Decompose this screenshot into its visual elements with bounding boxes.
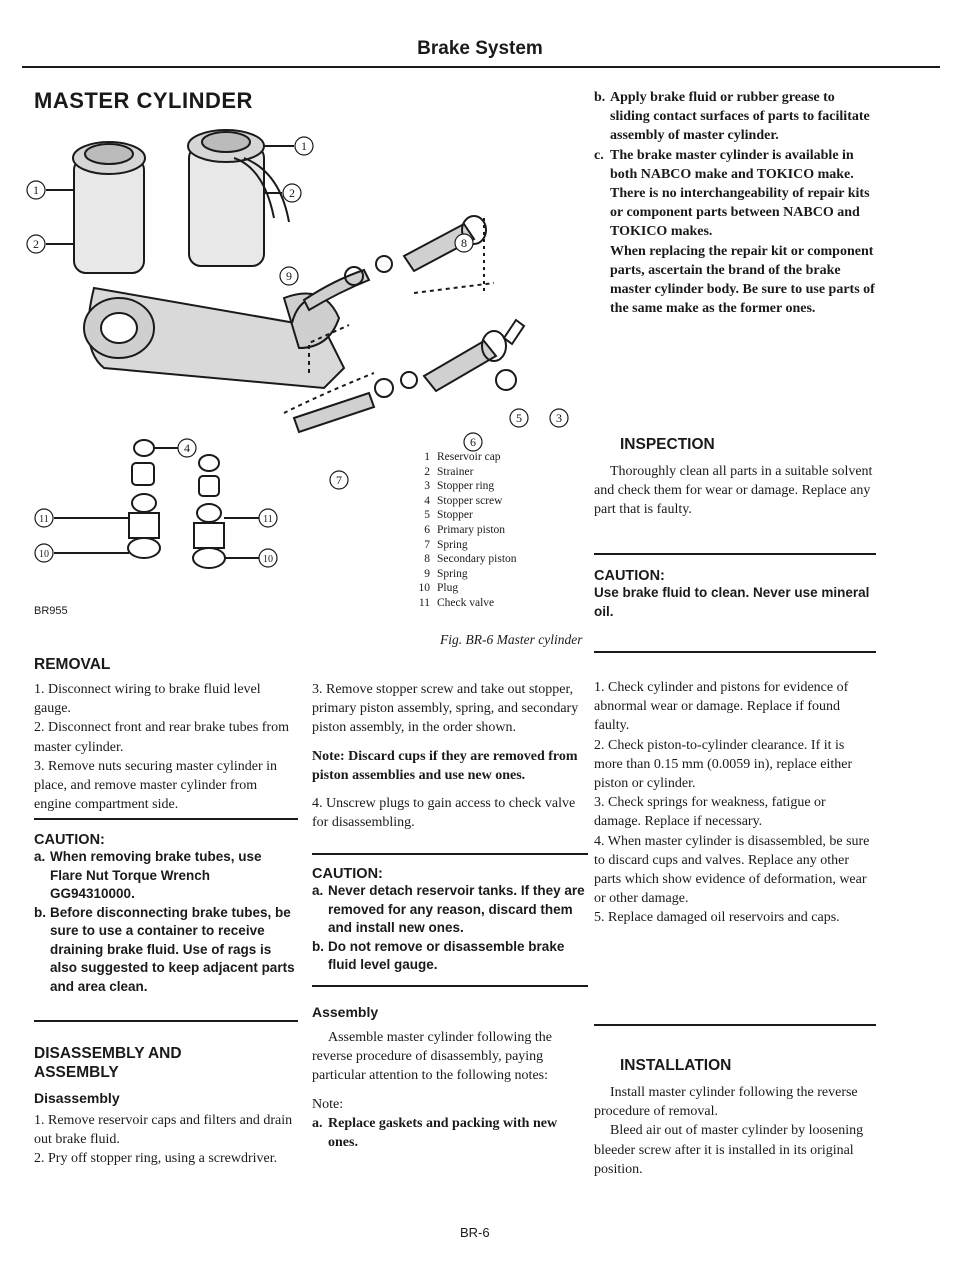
svg-text:4: 4 xyxy=(184,441,190,455)
svg-text:1: 1 xyxy=(301,139,307,153)
removal-caution xyxy=(34,832,296,996)
legend-item xyxy=(412,494,592,509)
rule xyxy=(594,553,876,555)
rule xyxy=(594,1024,876,1026)
removal-step-1: 1. Disconnect wiring to brake fluid level gauge. xyxy=(34,682,261,717)
inspection-check-1: 1. Check cylinder and pistons for evidence of abnormal wear or damage. Replace if found faulty. xyxy=(594,680,849,734)
page-title: MASTER CYLINDER xyxy=(34,88,253,113)
callout-8 xyxy=(455,234,473,252)
svg-text:2: 2 xyxy=(33,237,39,251)
disassembly-step-3: 3. Remove stopper screw and take out stopper, primary piston assembly, spring, and secondary piston assembly, in the order shown. xyxy=(312,682,579,736)
legend-number: 3 xyxy=(424,480,430,493)
svg-text:8: 8 xyxy=(461,236,467,250)
inspection-checks xyxy=(594,678,876,928)
legend-label: Secondary piston xyxy=(437,553,517,566)
legend-label: Primary piston xyxy=(437,523,506,536)
legend-item xyxy=(412,479,592,494)
rule xyxy=(34,1020,298,1022)
disassembly-subheading: Disassembly xyxy=(34,1090,120,1106)
inspection-heading: INSPECTION xyxy=(620,436,715,453)
legend-number: 10 xyxy=(418,582,430,595)
legend-number: 2 xyxy=(424,465,430,478)
inspection-text: Thoroughly clean all parts in a suitable solvent and check them for wear or damage. Replace any part that is faulty. xyxy=(594,464,873,518)
disassembly-step-4: 4. Unscrew plugs to gain access to check valve for disassembling. xyxy=(312,796,576,831)
inspection-check-5: 5. Replace damaged oil reservoirs and caps. xyxy=(594,910,840,926)
legend-item xyxy=(412,581,592,596)
removal-step-3: 3. Remove nuts securing master cylinder in place, and remove master cylinder from engine compartment side. xyxy=(34,758,277,813)
legend-label: Spring xyxy=(437,567,468,580)
caution-text: Use brake fluid to clean. Never use mineral oil. xyxy=(594,585,870,619)
callout-6 xyxy=(464,433,482,451)
legend-item xyxy=(412,567,592,582)
legend-item xyxy=(412,552,592,567)
svg-text:10: 10 xyxy=(39,549,49,560)
caution-title: CAUTION: xyxy=(34,832,105,848)
legend-number: 5 xyxy=(424,509,430,522)
installation-heading: INSTALLATION xyxy=(620,1057,732,1074)
rule xyxy=(34,818,298,820)
legend-label: Check valve xyxy=(437,596,495,609)
svg-text:7: 7 xyxy=(336,473,342,487)
callout-2-right xyxy=(283,184,301,202)
assembly-note-c-continued: When replacing the repair kit or component parts, ascertain the brand of the brake master cylinder body. Be sure to use parts of the same make as the former ones. xyxy=(610,243,875,317)
assembly-section xyxy=(312,1004,587,1152)
svg-text:1: 1 xyxy=(33,183,39,197)
assembly-note-a: a. Replace gaskets and packing with new ones. xyxy=(312,1115,558,1151)
inspection-check-4: 4. When master cylinder is disassembled, be sure to discard cups and valves. Replace any other parts which show evidence of deformation, wear or other damage. xyxy=(594,833,870,907)
removal-section xyxy=(34,655,294,814)
legend-number: 1 xyxy=(424,451,430,463)
rule xyxy=(312,853,588,855)
svg-text:2: 2 xyxy=(289,186,295,200)
figure-ref-code: BR955 xyxy=(34,605,68,617)
discard-cups-note: Note: Discard cups if they are removed from piston assemblies and use new ones. xyxy=(312,748,578,783)
callout-10-right xyxy=(259,549,277,567)
inspection-caution xyxy=(594,568,876,621)
caution-item-a: a. When removing brake tubes, use Flare Nut Torque Wrench GG94310000. xyxy=(34,849,262,901)
installation-section xyxy=(594,1056,876,1179)
legend-item xyxy=(412,450,592,465)
legend-label: Stopper xyxy=(437,509,473,522)
disassembly-section xyxy=(34,1044,296,1169)
removal-step-2: 2. Disconnect front and rear brake tubes from master cylinder. xyxy=(34,720,290,755)
legend-number: 9 xyxy=(424,567,430,580)
callout-11-left xyxy=(35,509,53,527)
legend-number: 7 xyxy=(424,538,430,551)
disassembly-step-1: 1. Remove reservoir caps and filters and drain out brake fluid. xyxy=(34,1113,293,1148)
legend-number: 11 xyxy=(418,596,430,609)
assembly-note-label: Note: xyxy=(312,1096,344,1112)
inspection-check-2: 2. Check piston-to-cylinder clearance. If it is more than 0.15 mm (0.0059 in), replace either piston or cylinder. xyxy=(594,737,853,792)
removal-heading: REMOVAL xyxy=(34,656,111,673)
inspection-check-3: 3. Check springs for weakness, fatigue or damage. Replace if necessary. xyxy=(594,795,826,830)
right-notes xyxy=(594,88,876,318)
legend-label: Reservoir cap xyxy=(437,451,501,463)
rule xyxy=(594,651,876,653)
callout-7 xyxy=(330,471,348,489)
legend-item xyxy=(412,538,592,553)
disassembly-step-2: 2. Pry off stopper ring, using a screwdriver. xyxy=(34,1151,278,1167)
disassembly-heading-line1: DISASSEMBLY AND xyxy=(34,1045,182,1062)
caution-title: CAUTION: xyxy=(594,568,665,584)
svg-text:9: 9 xyxy=(286,269,292,283)
callout-11-right xyxy=(259,509,277,527)
rule xyxy=(312,985,588,987)
header-rule xyxy=(22,66,940,68)
installation-text-2: Bleed air out of master cylinder by loosening bleeder screw after it is installed in its original position. xyxy=(594,1123,864,1177)
callout-4 xyxy=(178,439,196,457)
legend-label: Strainer xyxy=(437,465,474,478)
callout-10-left xyxy=(35,544,53,562)
svg-text:5: 5 xyxy=(516,411,522,425)
callout-1-left xyxy=(27,181,45,199)
caution-item-b: b. Before disconnecting brake tubes, be sure to use a container to receive draining brake fluid. Use of rags is also suggested to keep adjacent parts and area clean. xyxy=(34,904,295,994)
callout-5 xyxy=(510,409,528,427)
legend-number: 6 xyxy=(424,523,430,536)
running-header: Brake System xyxy=(417,38,543,59)
legend-item xyxy=(412,523,592,538)
legend-label: Stopper screw xyxy=(437,494,503,507)
callout-9 xyxy=(280,267,298,285)
figure-caption: Fig. BR-6 Master cylinder xyxy=(440,632,583,647)
legend-item xyxy=(412,508,592,523)
caution-item-b: b. Do not remove or disassemble brake fluid level gauge. xyxy=(312,938,565,972)
callout-1-right xyxy=(295,137,313,155)
assembly-note-b: b. Apply brake fluid or rubber grease to sliding contact surfaces of parts to facilitate assembly of master cylinder. xyxy=(594,90,870,144)
assembly-note-c: c. The brake master cylinder is available in both NABCO make and TOKICO make. There is no interchangeability of repair kits or component parts between NABCO and TOKICO makes. xyxy=(594,147,870,240)
svg-text:11: 11 xyxy=(39,514,49,525)
svg-text:11: 11 xyxy=(263,514,273,525)
legend-label: Spring xyxy=(437,538,468,551)
middle-column xyxy=(312,680,587,832)
assembly-text: Assemble master cylinder following the reverse procedure of disassembly, paying particular attention to the following notes: xyxy=(312,1030,552,1084)
legend-number: 8 xyxy=(424,553,430,566)
caution-title: CAUTION: xyxy=(312,866,383,882)
assembly-heading: Assembly xyxy=(312,1004,379,1020)
legend-label: Stopper ring xyxy=(437,480,495,493)
figure-legend xyxy=(412,450,592,611)
legend-item xyxy=(412,465,592,480)
middle-caution xyxy=(312,866,587,975)
installation-text-1: Install master cylinder following the reverse procedure of removal. xyxy=(594,1085,858,1120)
svg-text:6: 6 xyxy=(470,435,476,449)
callout-3 xyxy=(550,409,568,427)
callout-2-left xyxy=(27,235,45,253)
svg-text:10: 10 xyxy=(263,554,273,565)
legend-number: 4 xyxy=(424,494,430,507)
legend-item xyxy=(412,596,592,611)
caution-item-a: a. Never detach reservoir tanks. If they are removed for any reason, discard them and install new ones. xyxy=(312,883,585,935)
inspection-section xyxy=(594,435,876,520)
page-number: BR-6 xyxy=(460,1225,490,1240)
legend-label: Plug xyxy=(437,582,459,595)
disassembly-heading-line2: ASSEMBLY xyxy=(34,1064,119,1081)
svg-text:3: 3 xyxy=(556,411,562,425)
